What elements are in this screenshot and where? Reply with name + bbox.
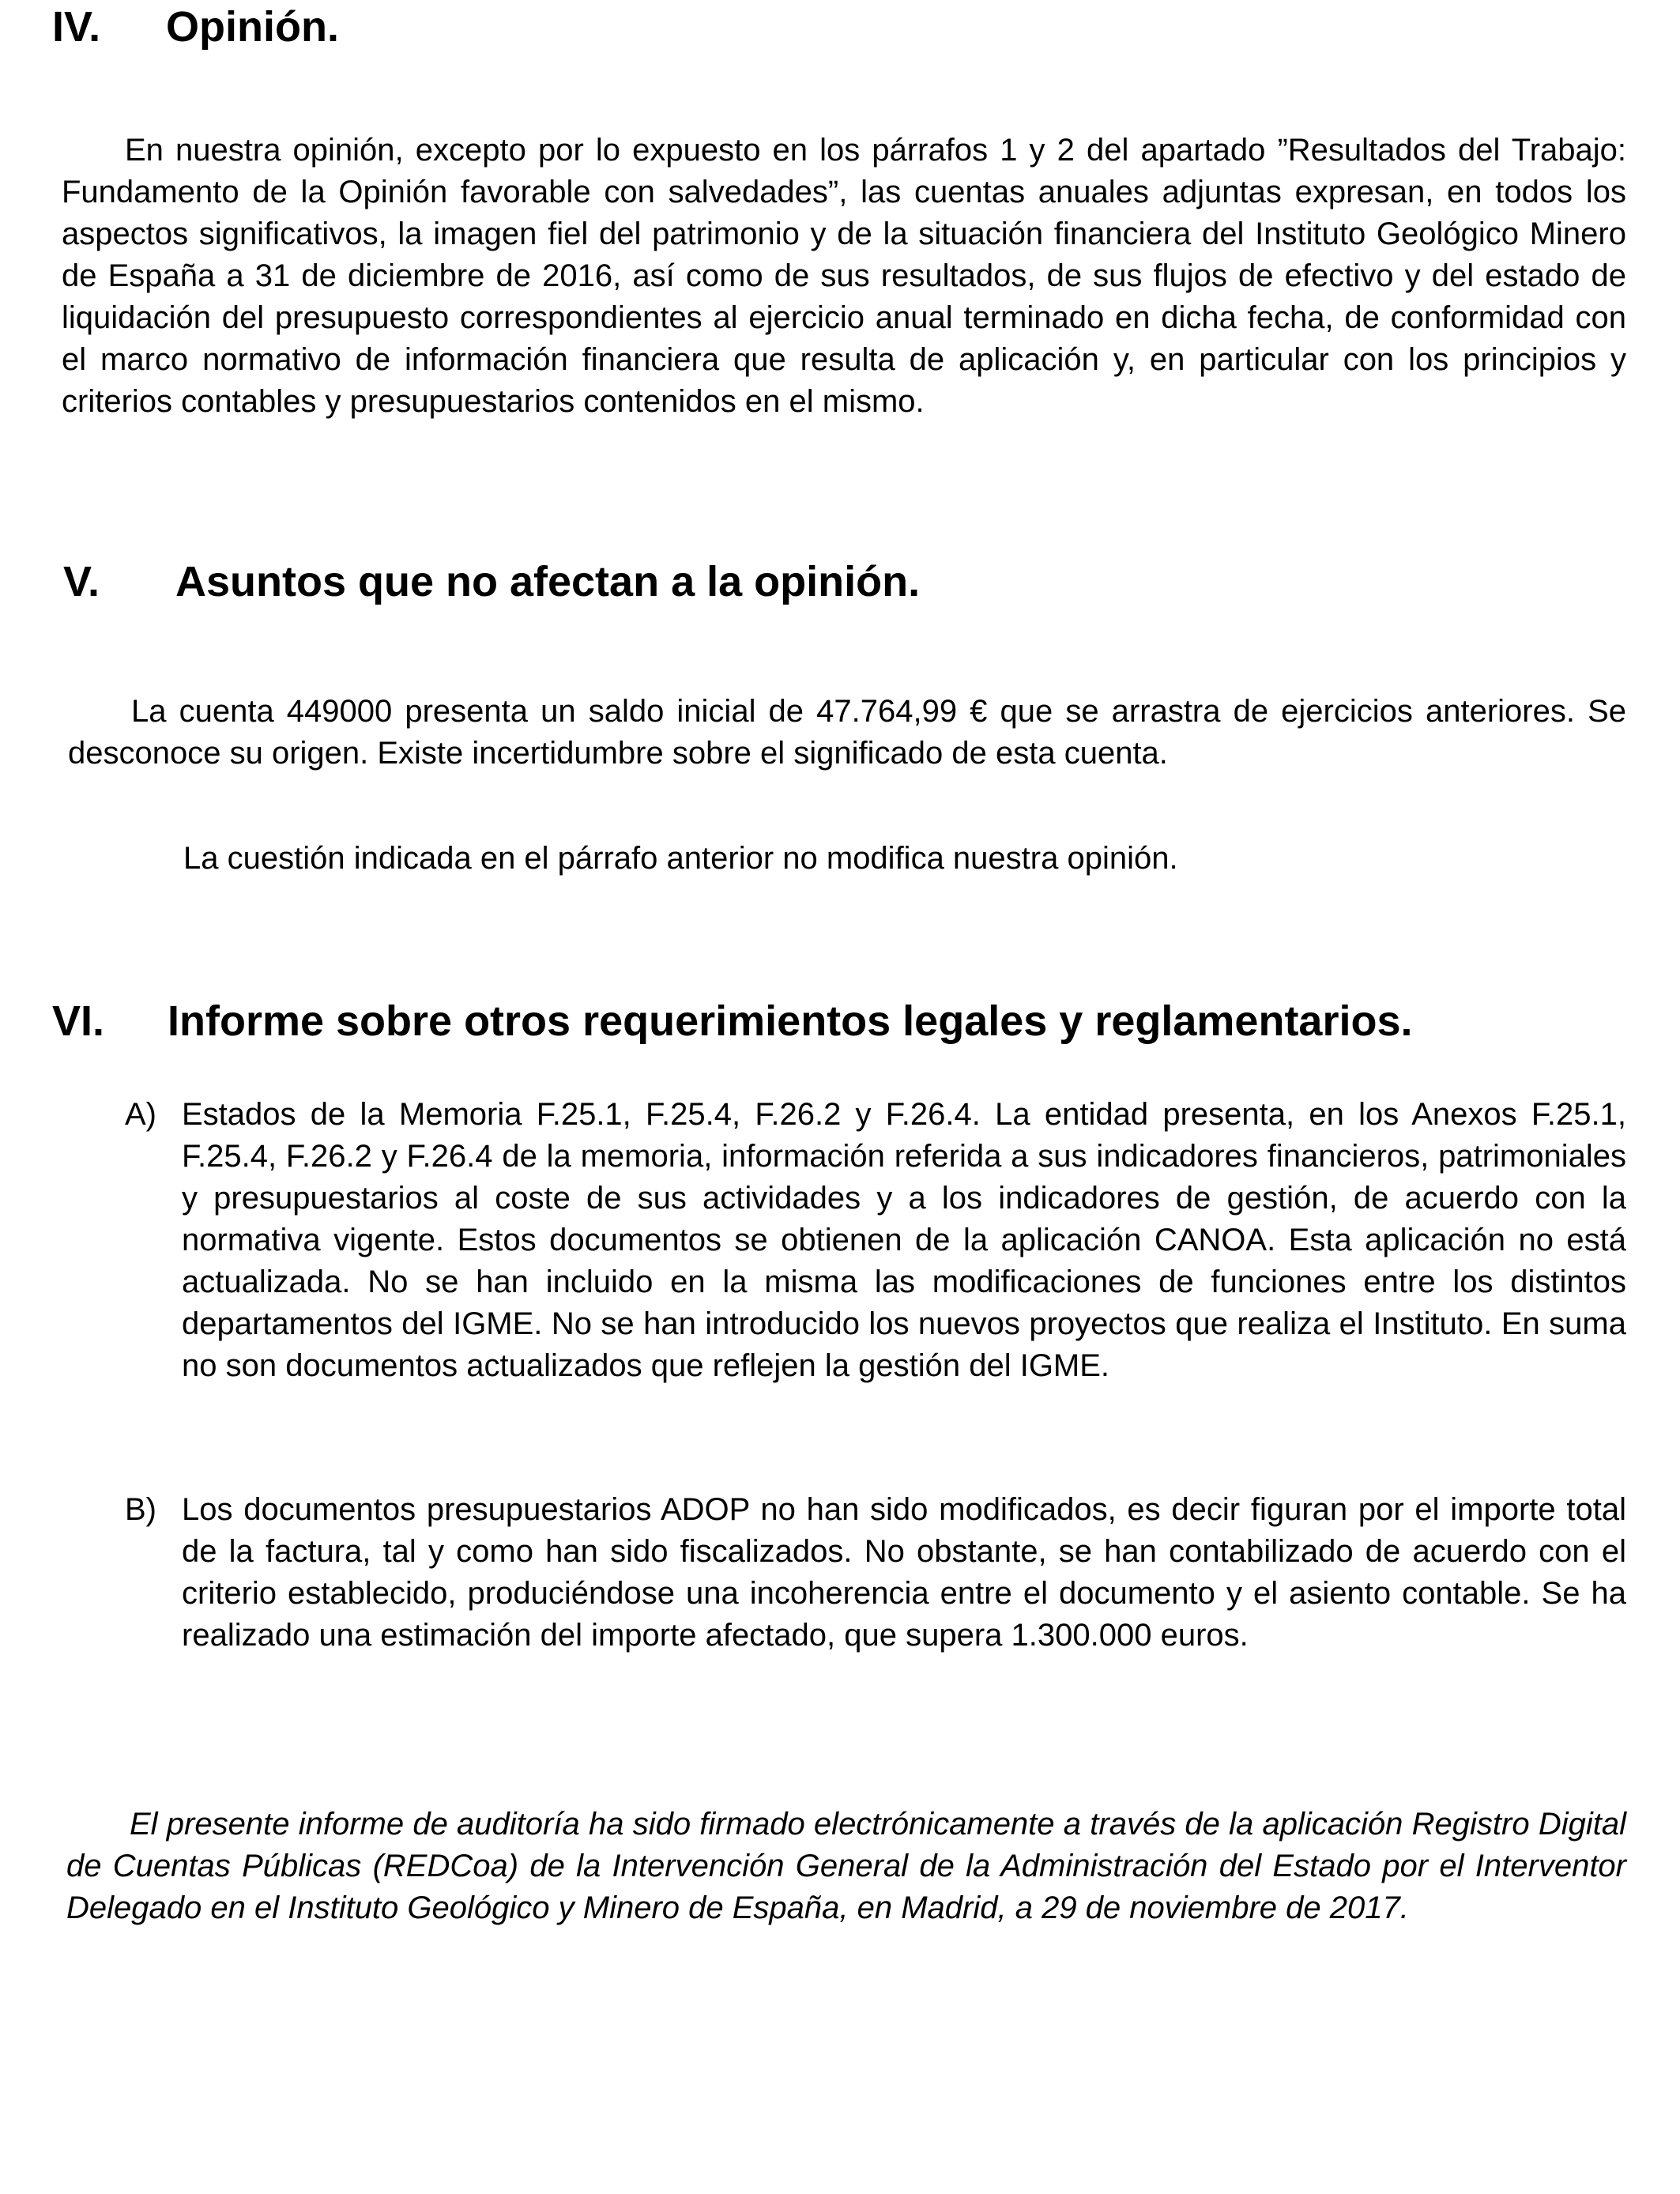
- section-iv-number: IV.: [52, 3, 101, 51]
- item-b-text: Los documentos presupuestarios ADOP no han sido modificados, es decir figuran por el importe total de la factura, tal y como han sido fiscalizados. No obstante, se han contabilizado de acuerdo con el criterio establecido, produciéndose una incoherencia entre el documento y el asiento contable. Se ha realizado una estimación del importe afectado, que supera 1.300.000 euros.: [182, 1492, 1626, 1653]
- section-iv-paragraph: En nuestra opinión, excepto por lo expuesto en los párrafos 1 y 2 del apartado ”Resultados del Trabajo: Fundamento de la Opinión favorable con salvedades”, las cuentas anuales adjuntas expresan, en todos los aspectos significativos, la imagen fiel del patrimonio y de la situación financiera del Instituto Geológico Minero de España a 31 de diciembre de 2016, así como de sus resultados, de sus flujos de efectivo y del estado de liquidación del presupuesto correspondientes al ejercicio anual terminado en dicha fecha, de conformidad con el marco normativo de información financiera que resulta de aplicación y, en particular con los principios y criterios contables y presupuestarios contenidos en el mismo.: [62, 133, 1626, 419]
- section-v-paragraph-1: La cuenta 449000 presenta un saldo inicial de 47.764,99 € que se arrastra de ejercicios anteriores. Se desconoce su origen. Existe incertidumbre sobre el significado de esta cuenta.: [68, 694, 1626, 771]
- section-vi-title: Informe sobre otros requerimientos legales y reglamentarios.: [168, 997, 1413, 1045]
- section-iv-title: Opinión.: [166, 3, 339, 51]
- section-v-number: V.: [63, 558, 100, 605]
- section-iv-heading: [52, 3, 526, 51]
- section-v-heading: [63, 558, 1011, 605]
- item-b-marker: B): [125, 1492, 156, 1527]
- item-a-marker: A): [125, 1097, 156, 1132]
- section-vi-number: VI.: [52, 997, 105, 1045]
- section-v-title: Asuntos que no afectan a la opinión.: [175, 558, 921, 605]
- section-v-paragraph-2: La cuestión indicada en el párrafo anterior no modifica nuestra opinión.: [183, 841, 1178, 876]
- closing-statement: El presente informe de auditoría ha sido firmado electrónicamente a través de la aplicación Registro Digital de Cuentas Públicas (REDCoa) de la Intervención General de la Administración del Estado por el Interventor Delegado en el Instituto Geológico y Minero de España, en Madrid, a 29 de noviembre de 2017.: [66, 1807, 1626, 1925]
- item-a-text: Estados de la Memoria F.25.1, F.25.4, F.26.2 y F.26.4. La entidad presenta, en los Anexos F.25.1, F.25.4, F.26.2 y F.26.4 de la memoria, información referida a sus indicadores financieros, patrimoniales y presupuestarios al coste de sus actividades y a los indicadores de gestión, de acuerdo con la normativa vigente. Estos documentos se obtienen de la aplicación CANOA. Esta aplicación no está actualizada. No se han incluido en la misma las modificaciones de funciones entre los distintos departamentos del IGME. No se han introducido los nuevos proyectos que realiza el Instituto. En suma no son documentos actualizados que reflejen la gestión del IGME.: [182, 1097, 1626, 1383]
- section-vi-item-b: [125, 1489, 1626, 1710]
- section-vi-item-a: [125, 1094, 1626, 1434]
- section-vi-heading: [52, 997, 1554, 1045]
